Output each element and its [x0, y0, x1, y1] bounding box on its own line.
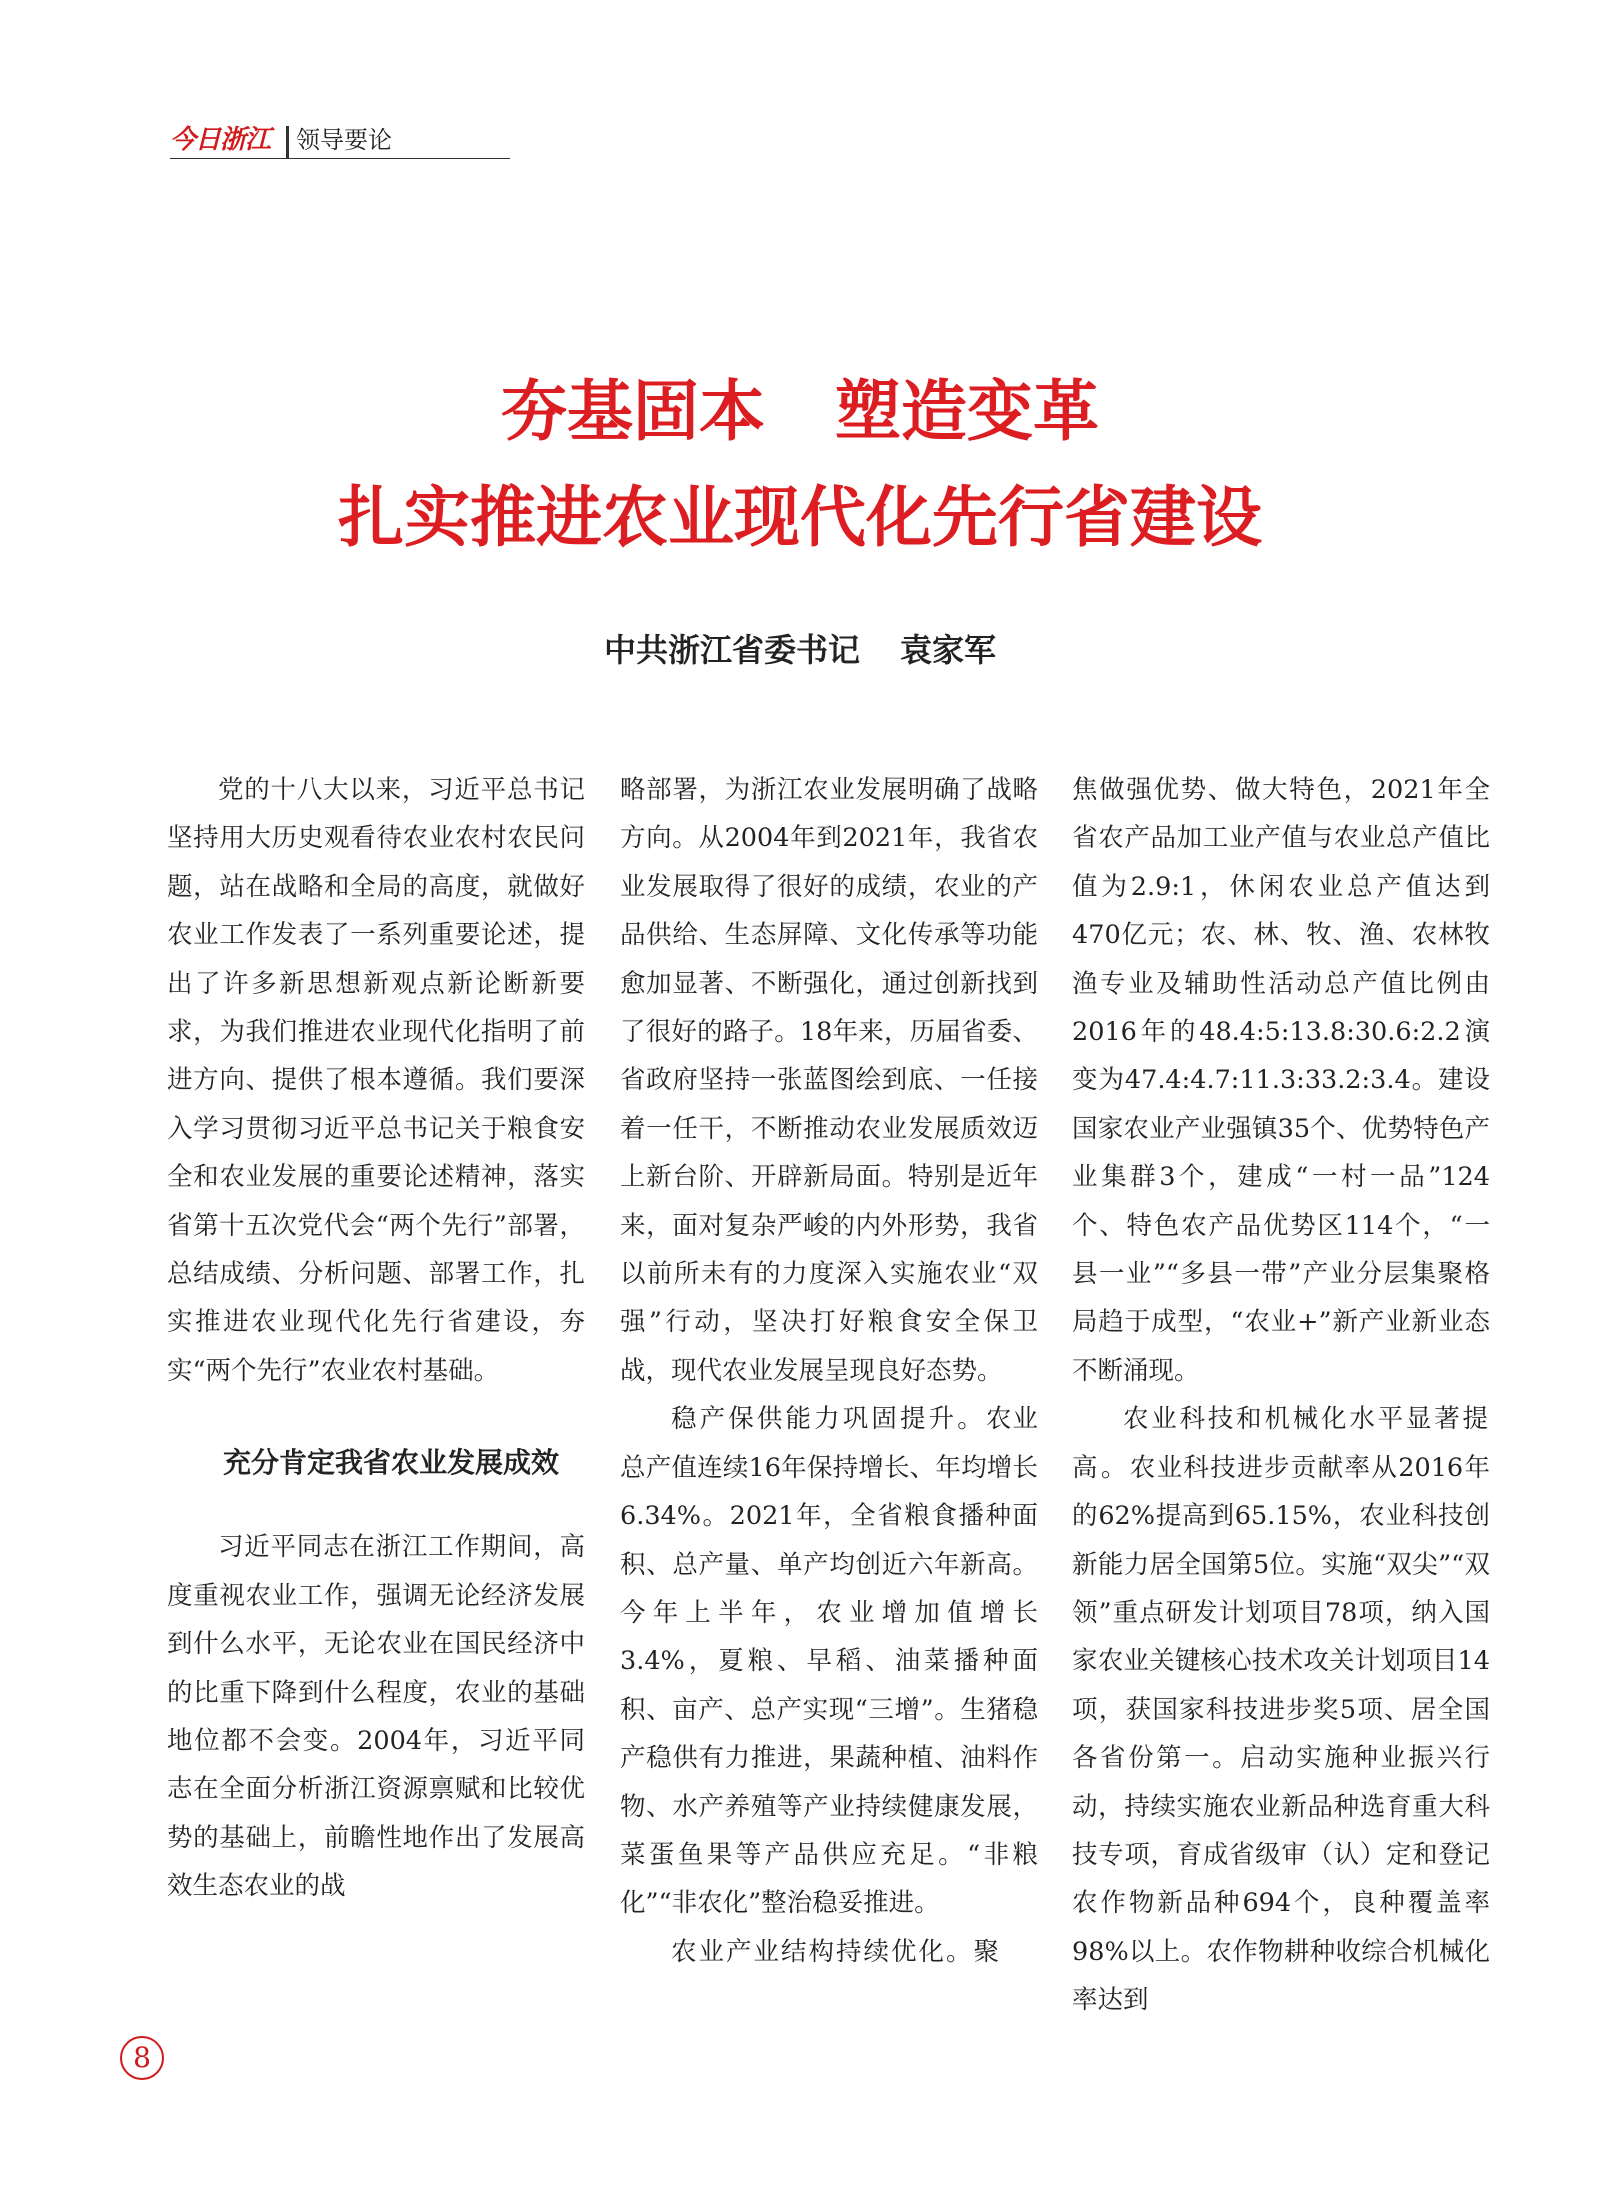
paragraph-body: 农业总产值连续16年保持增长、年均增长6.34%。2021年，全省粮食播种面积、总产量、单产均创近六年新高。今年上半年，农业增加值增长3.4%，夏粮、早稻、油菜播种面积、亩产、总产实现“三增”。生猪稳产稳供有力推进，果蔬种植、油料作物、水产养殖等产业持续健康发展，菜蛋鱼果等产品供应充足。“非粮化”“非农化”整治稳妥推进。 — [620, 1404, 1038, 1919]
article-title-line1 — [0, 372, 1600, 452]
text-column-1 — [167, 766, 585, 2016]
title-part2: 塑造变革 — [835, 373, 1099, 450]
header-divider — [286, 126, 289, 158]
author-role: 中共浙江省委书记 — [603, 631, 860, 669]
title-part1: 夯基固本 — [501, 373, 765, 450]
magazine-logo: 今日浙江 — [170, 125, 271, 155]
text-column-2 — [620, 766, 1038, 2016]
paragraph-body: 农业科技进步贡献率从2016年的62%提高到65.15%，农业科技创新能力居全国第5位。实施“双尖”“双领”重点研发计划项目78项，纳入国家农业关键核心技术攻关计划项目14项，获国家科技进步奖5项、居全国各省份第一。启动实施种业振兴行动，持续实施农业新品种选育重大科技专项，育成省级审（认）定和登记农作物新品种694个，良种覆盖率98%以上。农作物耕种收综合机械化率达到 — [1072, 1452, 1490, 2016]
paragraph — [1072, 1395, 1490, 2016]
text-column-3 — [1072, 766, 1490, 2016]
paragraph-body: 聚 — [973, 1936, 1000, 1967]
paragraph — [620, 1928, 1038, 1976]
paragraph: 党的十八大以来，习近平总书记坚持用大历史观看待农业农村农民问题，站在战略和全局的高度，就做好农业工作发表了一系列重要论述，提出了许多新思想新观点新论断新要求，为我们推进农业现代化指明了前进方向、提供了根本遵循。我们要深入学习贯彻习近平总书记关于粮食安全和农业发展的重要论述精神，落实省第十五次党代会“两个先行”部署，总结成绩、分析问题、部署工作，扎实推进农业现代化先行省建设，夯实“两个先行”农业农村基础。 — [167, 775, 585, 1386]
section-subheading: 充分肯定我省农业发展成效 — [223, 1446, 560, 1480]
paragraph: 略部署，为浙江农业发展明确了战略方向。从2004年到2021年，我省农业发展取得了很好的成绩，农业的产品供给、生态屏障、文化传承等功能愈加显著、不断强化，通过创新找到了很好的路子。18年来，历届省委、省政府坚持一张蓝图绘到底、一任接着一任干，不断推动农业发展质效迈上新台阶、开辟新局面。特别是近年来，面对复杂严峻的内外形势，我省以前所未有的力度深入实施农业“双强”行动，坚决打好粮食安全保卫战，现代农业发展呈现良好态势。 — [620, 775, 1038, 1386]
page-number: 8 — [120, 2036, 164, 2080]
article-title-line2: 扎实推进农业现代化先行省建设 — [338, 479, 1262, 556]
paragraph — [620, 1395, 1038, 1927]
author-byline — [0, 628, 1600, 672]
paragraph-keyphrase: 稳产保供能力巩固提升。 — [671, 1404, 986, 1435]
paragraph-keyphrase: 农业产业结构持续优化。 — [671, 1936, 974, 1967]
author-name: 袁家军 — [900, 631, 997, 669]
paragraph-keyphrase: 农业科技和机械化水平显著提高。 — [1072, 1404, 1490, 1483]
paragraph: 焦做强优势、做大特色，2021年全省农产品加工业产值与农业总产值比值为2.9:1，休闲农业总产值达到470亿元；农、林、牧、渔、农林牧渔专业及辅助性活动总产值比例由2016年的48.4:5:13.8:30.6:2.2演变为47.4:4.7:11.3:33.2:3.4。建设国家农业产业强镇35个、优势特色产业集群3个，建成“一村一品”124个、特色农产品优势区114个，“一县一业”“多县一带”产业分层集聚格局趋于成型，“农业+”新产业新业态不断涌现。 — [1072, 775, 1490, 1386]
page-header — [170, 122, 510, 159]
paragraph: 习近平同志在浙江工作期间，高度重视农业工作，强调无论经济发展到什么水平，无论农业在国民经济中的比重下降到什么程度，农业的基础地位都不会变。2004年，习近平同志在全面分析浙江资源禀赋和比较优势的基础上，前瞻性地作出了发展高效生态农业的战 — [167, 1532, 585, 1902]
section-label: 领导要论 — [296, 126, 392, 154]
